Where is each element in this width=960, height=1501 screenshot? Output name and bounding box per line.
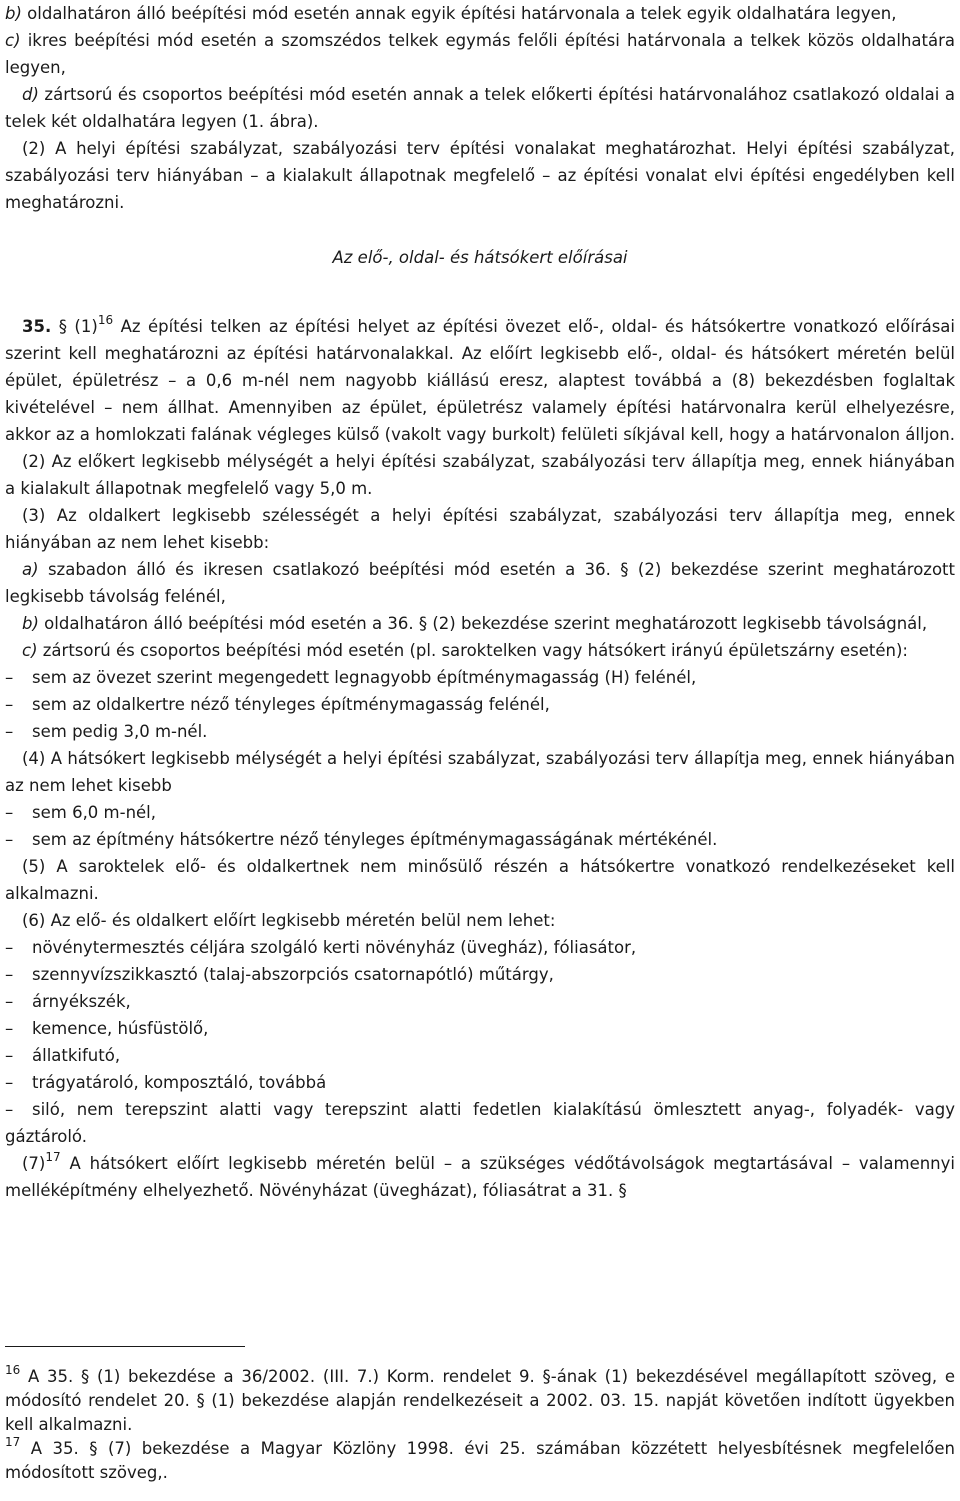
dash-item: – sem az építmény hátsókertre néző tényleges építménymagasságának mértékénél. xyxy=(5,826,955,853)
footnote-number: 17 xyxy=(5,1435,21,1449)
dash-item: – sem az oldalkertre néző tényleges építménymagasság felénél, xyxy=(5,691,955,718)
footnote-number: 16 xyxy=(5,1363,21,1377)
item-text: oldalhatáron álló beépítési mód esetén annak egyik építési határvonala a telek egyik oldalhatára legyen, xyxy=(21,4,897,23)
para-mark: (7) xyxy=(22,1154,46,1173)
section-35-para-6: (6) Az elő- és oldalkert előírt legkisebb méretén belül nem lehet: xyxy=(22,911,556,930)
item-text: ikres beépítési mód esetén a szomszédos telkek egymás felőli építési határvonala a telkek közös oldalhatára legyen, xyxy=(5,31,955,77)
dash-item: – szennyvízszikkasztó (talaj-abszorpciós csatornapótló) műtárgy, xyxy=(5,961,955,988)
para-text: Az építési telken az építési helyet az építési övezet elő-, oldal- és hátsókertre vonatkozó előírásai szerint kell meghatározni az építési határvonalakkal. Az előírt legkisebb elő-, oldal- és hátsókert méretén belül épület, épületrész – a 0,6 m-nél nem nagyobb kiállású eresz, alaptest továbbá a (8) bekezdésben foglaltak kivételével – nem állhat. Amennyiben az épület, épületrész valamely építési határvonalra kerül elhelyezésre, akkor az a homlokzati falának végleges külső (vakolt vagy burkolt) felületi síkjával kell, hogy a határvonalon álljon. xyxy=(5,317,955,444)
dash-item: – sem pedig 3,0 m-nél. xyxy=(5,718,955,745)
para-text: A hátsókert előírt legkisebb méretén belül – a szükséges védőtávolságok megtartásával – valamennyi melléképítmény elhelyezhető. Növényházat (üvegházat), fóliasátrat a 31. § xyxy=(5,1154,955,1200)
para-mark: § (1) xyxy=(51,317,98,336)
item-text: zártsorú és csoportos beépítési mód esetén (pl. saroktelken vagy hátsókert irányú épületszárny esetén): xyxy=(37,641,908,660)
dash-item: – árnyékszék, xyxy=(5,988,955,1015)
item-letter: d) xyxy=(22,85,39,104)
footnote-text: A 35. § (7) bekezdése a Magyar Közlöny 1998. évi 25. számában közzétett helyesbítésnek megfelelően módosított szöveg,. xyxy=(5,1439,955,1482)
para-3-item-b xyxy=(5,610,955,637)
list-item-d xyxy=(5,81,955,135)
section-35-para-1 xyxy=(5,313,955,448)
footnote-16 xyxy=(5,1365,955,1437)
item-letter: b) xyxy=(5,4,22,23)
dash-item: – állatkifutó, xyxy=(5,1042,955,1069)
dash-item: – trágyatároló, komposztáló, továbbá xyxy=(5,1069,955,1096)
item-text: szabadon álló és ikresen csatlakozó beépítési mód esetén a 36. § (2) bekezdése szerint meghatározott legkisebb távolság felénél, xyxy=(5,560,955,606)
dash-item: – siló, nem terepszint alatti vagy terepszint alatti fedetlen kialakítású ömlesztett anyag-, folyadék- vagy gáztároló. xyxy=(5,1096,955,1150)
dash-item: – kemence, húsfüstölő, xyxy=(5,1015,955,1042)
section-35-para-5: (5) A saroktelek elő- és oldalkertnek nem minősülő részén a hátsókertre vonatkozó rendelkezéseket kell alkalmazni. xyxy=(5,857,955,903)
dash-item: – sem az övezet szerint megengedett legnagyobb építménymagasság (H) felénél, xyxy=(5,664,955,691)
section-35-para-7 xyxy=(5,1150,955,1204)
item-text: oldalhatáron álló beépítési mód esetén a 36. § (2) bekezdése szerint meghatározott legkisebb távolságnál, xyxy=(38,614,928,633)
footnote-ref-17[interactable]: 17 xyxy=(45,1150,61,1164)
item-text: zártsorú és csoportos beépítési mód esetén annak a telek előkerti építési határvonalához csatlakozó oldalai a telek két oldalhatára legyen (1. ábra). xyxy=(5,85,955,131)
section-heading: Az elő-, oldal- és hátsókert előírásai xyxy=(332,248,628,267)
item-letter: b) xyxy=(22,614,39,633)
footnote-divider xyxy=(5,1346,245,1347)
item-letter: c) xyxy=(5,31,21,50)
section-35-para-4: (4) A hátsókert legkisebb mélységét a helyi építési szabályzat, szabályozási terv állapítja meg, ennek hiányában az nem lehet kisebb xyxy=(5,749,955,795)
list-item-c xyxy=(5,27,955,81)
item-letter: a) xyxy=(22,560,39,579)
list-item-b xyxy=(5,0,955,27)
footnotes xyxy=(5,1346,955,1485)
section-35-para-3: (3) Az oldalkert legkisebb szélességét a helyi építési szabályzat, szabályozási terv állapítja meg, ennek hiányában az nem lehet kisebb: xyxy=(5,506,955,552)
section-number: 35. xyxy=(22,317,52,336)
footnote-ref-16[interactable]: 16 xyxy=(97,313,114,327)
dash-item: – sem 6,0 m-nél, xyxy=(5,799,955,826)
footnote-17 xyxy=(5,1437,955,1485)
item-letter: c) xyxy=(22,641,38,660)
dash-item: – növénytermesztés céljára szolgáló kerti növényház (üvegház), fóliasátor, xyxy=(5,934,955,961)
section-35-para-2: (2) Az előkert legkisebb mélységét a helyi építési szabályzat, szabályozási terv állapítja meg, ennek hiányában a kialakult állapotnak megfelelő vagy 5,0 m. xyxy=(5,452,955,498)
paragraph-2: (2) A helyi építési szabályzat, szabályozási terv építési vonalakat meghatározhat. Helyi építési szabályzat, szabályozási terv hiányában – a kialakult állapotnak megfelelő – az építési vonalat elvi építési engedélyben kell meghatározni. xyxy=(5,139,955,212)
para-3-item-c xyxy=(5,637,955,664)
para-3-item-a xyxy=(5,556,955,610)
footnote-text: A 35. § (1) bekezdése a 36/2002. (III. 7.) Korm. rendelet 9. §-ának (1) bekezdésével megállapított szöveg, e módosító rendelet 20. § (1) bekezdése alapján rendelkezéseit a 2002. 03. 15. napját követően indított ügyekben kell alkalmazni. xyxy=(5,1367,955,1434)
